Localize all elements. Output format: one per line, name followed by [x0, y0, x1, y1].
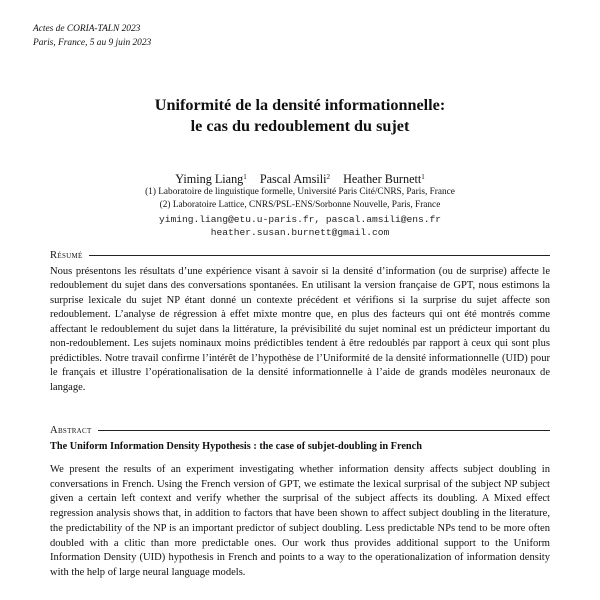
- email-line: heather.susan.burnett@gmail.com: [210, 227, 390, 238]
- author-list: [0, 170, 600, 187]
- heading-rule: [98, 430, 550, 431]
- resume-text: Nous présentons les résultats d’une expérience visant à savoir si la densité d’information (ou de surprise) affecte le redoublement du sujet dans des conversations spontanées. En utilisant la version française de GPT, nous estimons la surprise lexicale du sujet NP étant donné un contexte précédent et vérifions si la surprise du sujet affecte son redoublement. L’analyse de régression à effet mixte montre que, en plus des facteurs qui ont été montrés comme affectant le redoublement du sujet dans la littérature, la prévisibilité du sujet nominal est un prédicteur important du non-redoublement. Les sujets nominaux moins prédictibles tendent à être redoublés par rapport à ceux qui sont plus prédictibles. Notre travail confirme l’intérêt de l’hypothèse de l’Uniformité de la densité informationnelle (UID) pour le français et illustre l’opérationalisation de la densité informationnelle à l’aide de grands modèles neuronaux de langage.: [50, 266, 550, 393]
- paper-title: [0, 95, 600, 137]
- abstract-text: We present the results of an experiment investigating whether information density affects subject doubling in conversations in French. Using the French version of GPT, we estimate the lexical surprisal of the subject NP subject given a certain left context and verify whether the surprisal of the subject affects its doubling. A Mixed effect regression analysis shows that, in addition to factors that have been shown to affect subject doubling in the literature, the predictability of the NP is an important predictor of subject doubling. Less predictable NPs tend to be more often doubled with a clitic than more predictable ones. Our work thus provides additional support to the Uniform Information Density (UID) hypothesis in French and points to a way to the operationalization of information density with the help of large neural language models.: [50, 464, 550, 578]
- heading-rule: [89, 255, 550, 256]
- abstract-heading: [50, 425, 550, 436]
- affiliation-1: (1) Laboratoire de linguistique formelle, Université Paris Cité/CNRS, Paris, France: [145, 187, 455, 197]
- email-line: yiming.liang@etu.u-paris.fr, pascal.amsili@ens.fr: [158, 214, 442, 225]
- email-list: [0, 213, 600, 239]
- venue: Actes de CORIA-TALN 2023: [33, 24, 141, 34]
- author: Heather Burnett$^1$: [343, 172, 425, 186]
- abstract-subtitle: The Uniform Information Density Hypothesis : the case of subjet-doubling in French: [50, 441, 422, 452]
- title-line-2: le cas du redoublement du sujet: [190, 117, 410, 135]
- resume-heading-text: Résumé: [50, 250, 83, 261]
- abstract-heading-text: Abstract: [50, 425, 92, 436]
- title-line-1: Uniformité de la densité informationnelle:: [154, 96, 446, 114]
- author: Pascal Amsili$^2$: [259, 172, 331, 186]
- resume-heading: [50, 250, 550, 261]
- affiliation-2: (2) Laboratoire Lattice, CNRS/PSL-ENS/Sorbonne Nouvelle, Paris, France: [159, 200, 441, 210]
- author: Yiming Liang$^1$: [175, 172, 247, 186]
- venue-location: Paris, France, 5 au 9 juin 2023: [33, 38, 152, 48]
- conference-header: [33, 22, 151, 50]
